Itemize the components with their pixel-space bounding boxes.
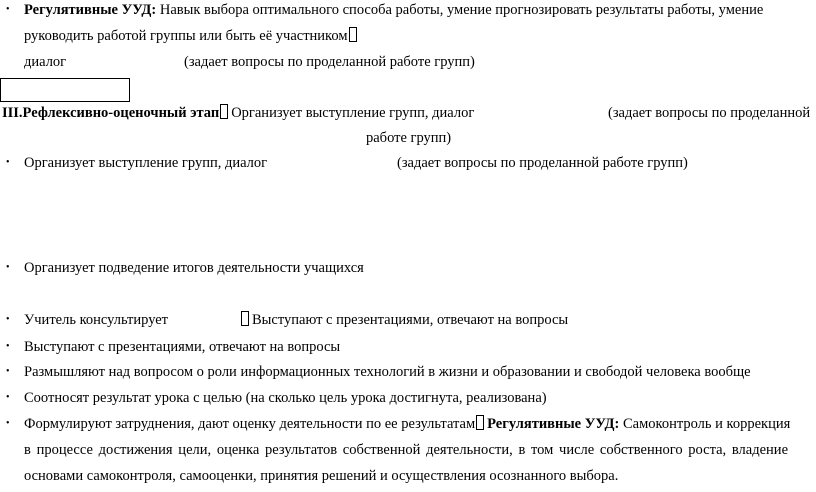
stage-text: Организует выступление групп, диалог	[231, 105, 475, 121]
last-text-b: Самоконтроль и коррекция	[619, 416, 791, 432]
missing-glyph-icon	[349, 27, 357, 42]
stage-question-2: работе групп)	[366, 130, 452, 146]
item-extra-line	[240, 310, 568, 330]
regulative-label-2: Регулятивные УУД:	[487, 416, 620, 432]
missing-glyph-icon	[476, 415, 484, 430]
item-text: Соотносят результат урока с целью (на сколько цель урока достигнута, реализована)	[24, 390, 547, 406]
stage-title-line	[2, 103, 474, 123]
bullet: •	[6, 4, 10, 15]
last-text: Формулируют затруднения, дают оценку деятельности по ее результатам	[24, 416, 476, 432]
bullet: •	[6, 418, 10, 429]
bullet: •	[6, 341, 10, 352]
bullet: •	[6, 314, 10, 325]
dialog-label: диалог	[24, 54, 67, 70]
last-line-3: основами самоконтроля, самооценки, принятия решений и осуществления осознанного выбора.	[24, 468, 619, 484]
question-note: (задает вопросы по проделанной работе групп)	[184, 54, 475, 70]
item-text: Организует выступление групп, диалог	[24, 155, 268, 171]
item-extra: Выступают с презентациями, отвечают на вопросы	[252, 312, 569, 328]
empty-box	[0, 78, 130, 102]
regulative-text: Навык выбора оптимального способа работы, умение прогнозировать результаты работы, умение	[156, 2, 764, 18]
item-text: Учитель консультирует	[24, 312, 169, 328]
regulative-label: Регулятивные УУД:	[24, 2, 157, 18]
stage-title: III.Рефлексивно-оценочный этап	[2, 105, 220, 121]
item-extra: (задает вопросы по проделанной работе групп)	[397, 155, 688, 171]
bullet: •	[6, 262, 10, 273]
last-line-1	[24, 414, 790, 434]
item-text: Организует подведение итогов деятельности учащихся	[24, 260, 364, 276]
missing-glyph-icon	[220, 104, 228, 119]
stage-question-1: (задает вопросы по проделанной	[608, 105, 811, 121]
item-text: Размышляют над вопросом о роли информационных технологий в жизни и образовании и свободой человека вообще	[24, 364, 751, 380]
item-text: Выступают с презентациями, отвечают на вопросы	[24, 339, 341, 355]
missing-glyph-icon	[241, 311, 249, 326]
regulative-line-1	[24, 0, 763, 20]
bullet: •	[6, 157, 10, 168]
last-line-2: в процессе достижения цели, оценка результатов собственной деятельности, в том числе собственного роста, владение	[24, 442, 788, 458]
bullet: •	[6, 366, 10, 377]
regulative-line-2	[24, 26, 360, 46]
regulative-text-2: руководить работой группы или быть её участником	[24, 28, 348, 44]
bullet: •	[6, 392, 10, 403]
